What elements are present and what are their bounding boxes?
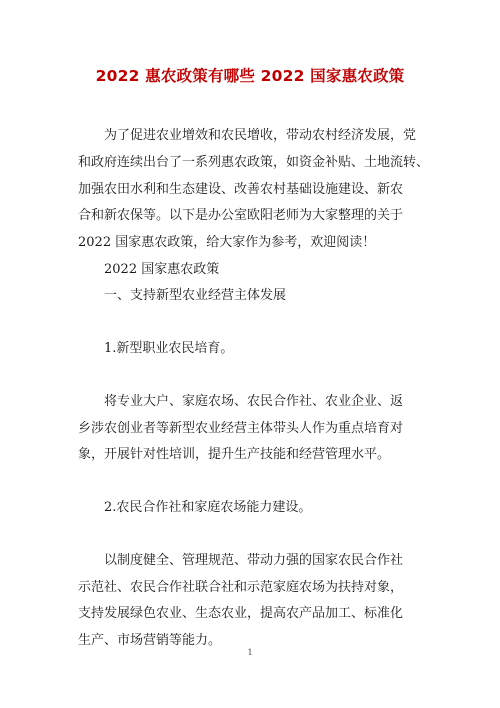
section-subtitle: 2022 国家惠农政策	[104, 262, 220, 277]
item-one-line-2: 乡涉农创业者等新型农业经营主体带头人作为重点培育对	[78, 421, 404, 436]
intro-line-3: 加强农田水利和生态建设、改善农村基础设施建设、新农	[78, 182, 404, 197]
intro-line-1: 为了促进农业增效和农民增收，带动农村经济发展，党	[104, 128, 417, 143]
item-one-line-1: 将专业大户、家庭农场、农民合作社、农业企业、返	[104, 394, 404, 409]
item-one-line-3: 象，开展针对性培训，提升生产技能和经营管理水平。	[78, 447, 391, 462]
document-title: 2022 惠农政策有哪些 2022 国家惠农政策	[95, 67, 405, 85]
item-two-line-4: 生产、市场营销等能力。	[78, 633, 222, 648]
item-two-line-2: 示范社、农民合作社联合社和示范家庭农场为扶持对象，	[78, 580, 404, 595]
item-heading-one: 1.新型职业农民培育。	[104, 341, 234, 356]
section-heading-one: 一、支持新型农业经营主体发展	[104, 288, 287, 303]
intro-line-5: 2022 国家惠农政策，给大家作为参考，欢迎阅读！	[78, 235, 376, 250]
item-heading-two: 2.农民合作社和家庭农场能力建设。	[104, 500, 312, 515]
page-number: 1	[247, 648, 253, 657]
item-two-line-3: 支持发展绿色农业、生态农业，提高农产品加工、标准化	[78, 606, 404, 621]
item-two-line-1: 以制度健全、管理规范、带动力强的国家农民合作社	[104, 553, 404, 568]
intro-line-4: 合和新农保等。以下是办公室欧阳老师为大家整理的关于	[78, 208, 404, 223]
intro-line-2: 和政府连续出台了一系列惠农政策，如资金补贴、土地流转、	[78, 155, 430, 170]
